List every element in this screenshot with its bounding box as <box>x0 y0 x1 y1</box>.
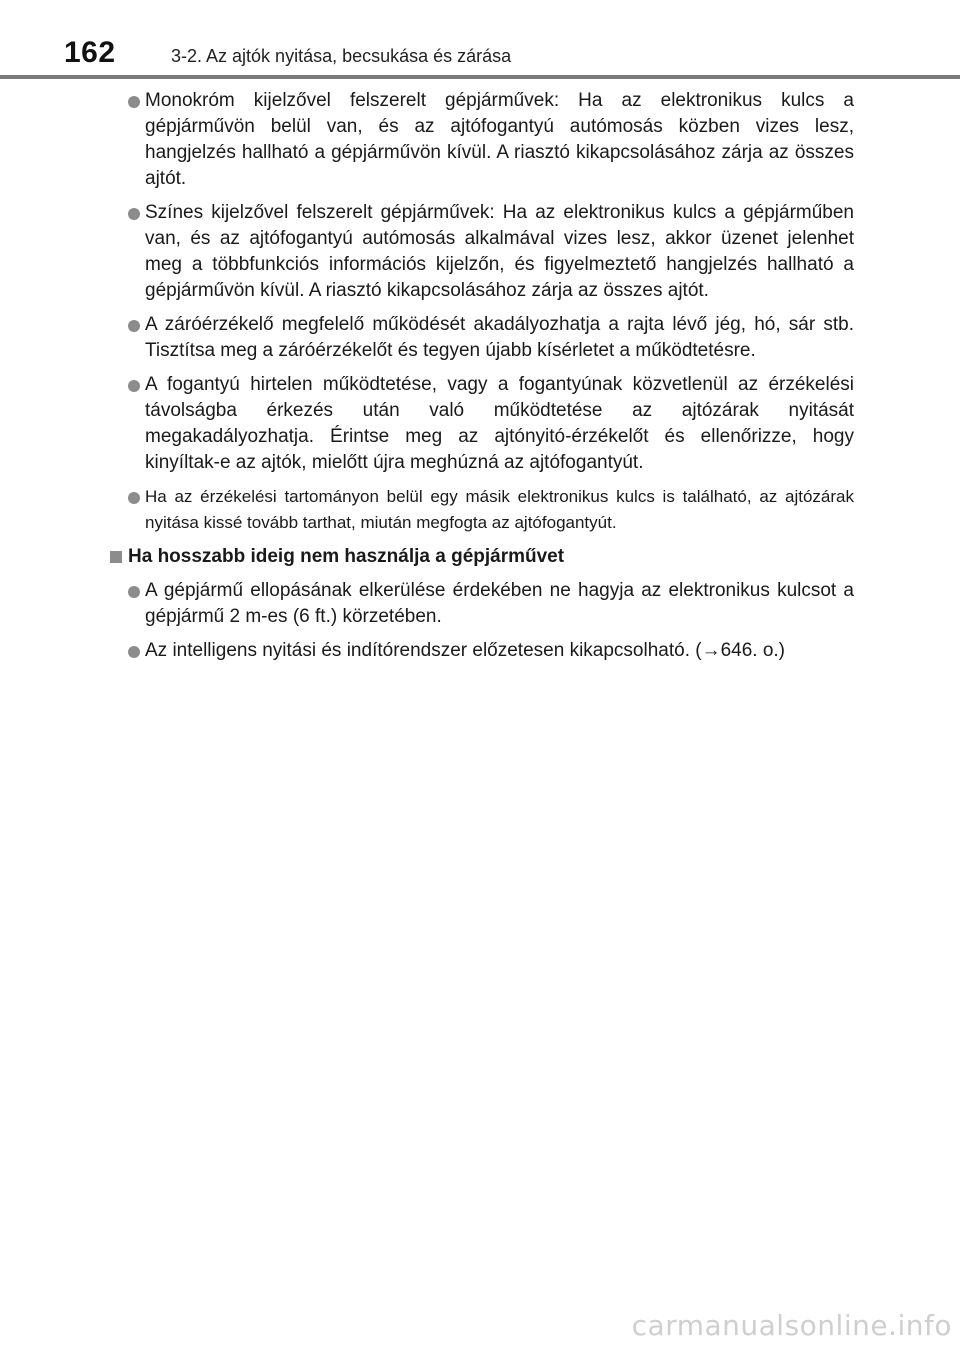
bullet-icon <box>128 646 140 658</box>
list-item <box>110 372 854 476</box>
list-item <box>110 638 854 664</box>
section-heading <box>110 544 854 570</box>
section-title: 3-2. Az ajtók nyitása, becsukása és zárása <box>171 46 512 66</box>
square-bullet-icon <box>110 551 122 563</box>
list-item-text: A gépjármű ellopásának elkerülése érdekében ne hagyja az elektronikus kulcsot a gépjármű 2 m-es (6 ft.) körzetében. <box>145 580 854 627</box>
list-item-text: Monokróm kijelzővel felszerelt gépjárművek: Ha az elektronikus kulcs a gépjárművön belül van, és az ajtófogantyú autómosás közben vizes lesz, hangjelzés hallható a gépjárművön kívül. A riasztó kikapcsolásához zárja az összes ajtót. <box>145 90 854 189</box>
list-item-text: Az intelligens nyitási és indítórendszer előzetesen kikapcsolható. (→646. o.) <box>145 640 786 661</box>
list-item <box>110 312 854 364</box>
list-item-text: A záróérzékelő megfelelő működését akadályozhatja a rajta lévő jég, hó, sár stb. Tisztítsa meg a záróérzékelőt és tegyen újabb kísérletet a működtetésre. <box>145 314 854 361</box>
list-item <box>110 578 854 630</box>
page-content <box>110 88 854 672</box>
list-item-text: Ha az érzékelési tartományon belül egy másik elektronikus kulcs is található, az ajtózárak nyitása kissé tovább tarthat, miután megfogta az ajtófogantyút. <box>145 487 854 532</box>
bullet-icon <box>128 96 140 108</box>
list-item <box>110 484 854 536</box>
watermark: carmanualsonline.info <box>631 1309 952 1342</box>
bullet-icon <box>128 492 140 504</box>
header-rule <box>0 75 960 79</box>
bullet-icon <box>128 320 140 332</box>
page-header <box>0 0 960 80</box>
bullet-icon <box>128 208 140 220</box>
list-item-text: A fogantyú hirtelen működtetése, vagy a fogantyúnak közvetlenül az érzékelési távolságba érkezés után való működtetése az ajtózárak nyitását megakadályozhatja. Érintse meg az ajtónyitó-érzékelőt és ellenőrizze, hogy kinyíltak-e az ajtók, mielőtt újra meghúzná az ajtófogantyút. <box>145 374 854 473</box>
page-number: 162 <box>64 36 116 69</box>
section-heading-text: Ha hosszabb ideig nem használja a gépjárművet <box>128 546 565 567</box>
list-item <box>110 88 854 192</box>
bullet-icon <box>128 380 140 392</box>
bullet-icon <box>128 586 140 598</box>
list-item <box>110 200 854 304</box>
list-item-text: Színes kijelzővel felszerelt gépjárművek: Ha az elektronikus kulcs a gépjárműben van, és az ajtófogantyú autómosás alkalmával vizes lesz, akkor üzenet jelenhet meg a többfunkciós információs kijelzőn, és figyelmeztető hangjelzés hallható a gépjárművön kívül. A riasztó kikapcsolásához zárja az összes ajtót. <box>145 202 854 301</box>
